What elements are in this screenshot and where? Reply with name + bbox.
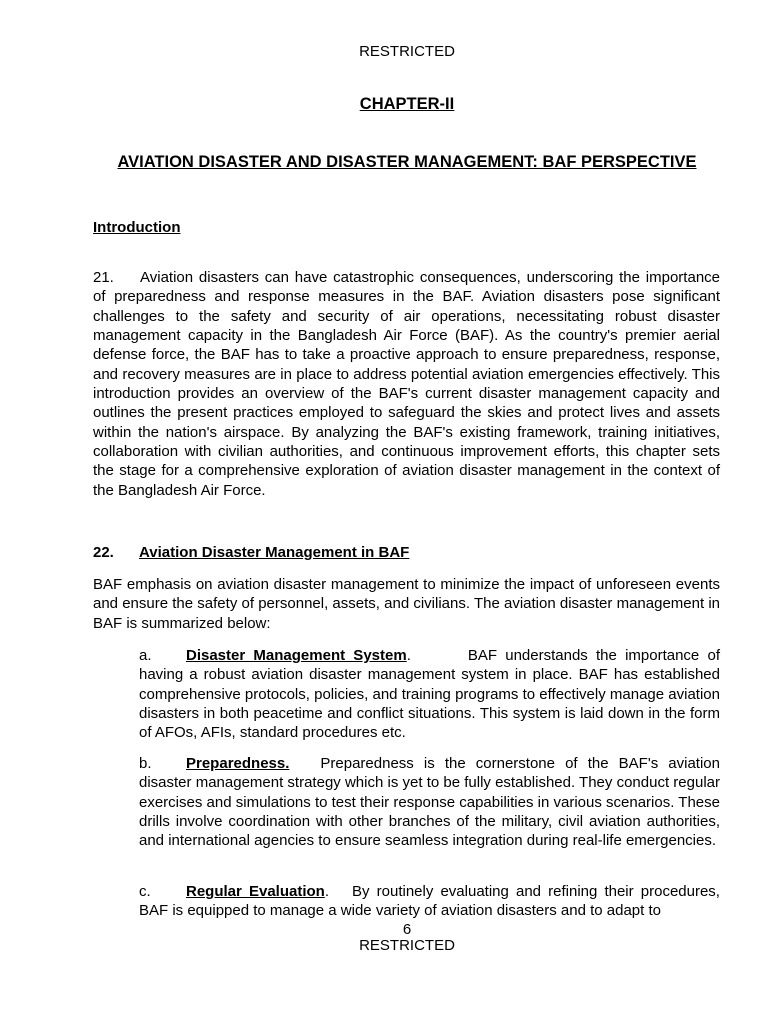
paragraph-number: 21.: [93, 269, 114, 286]
security-marking-bottom: RESTRICTED: [359, 937, 455, 954]
paragraph-21: [93, 268, 720, 500]
subparagraph-c: [139, 882, 720, 921]
subparagraph-title: Regular Evaluation: [186, 883, 325, 900]
subparagraph-title-suffix: .: [324, 883, 329, 900]
section-title: Aviation Disaster Management in BAF: [139, 544, 410, 561]
subparagraph-letter: c.: [139, 883, 151, 900]
subparagraph-letter: b.: [139, 755, 152, 772]
subparagraph-title-suffix: .: [406, 647, 411, 664]
chapter-title: AVIATION DISASTER AND DISASTER MANAGEMENT: BAF PERSPECTIVE: [117, 153, 697, 171]
subparagraph-title: Disaster Management System: [186, 647, 407, 664]
chapter-number: [0, 95, 768, 114]
chapter-label: CHAPTER-II: [359, 95, 455, 113]
subparagraph-b: [139, 754, 720, 851]
introduction-heading: Introduction: [93, 219, 181, 236]
section-number: 22.: [93, 544, 114, 561]
subparagraph-a: [139, 646, 720, 743]
subparagraph-title: Preparedness.: [186, 755, 290, 772]
section-22-intro: BAF emphasis on aviation disaster management to minimize the impact of unforeseen events and ensure the safety of personnel, assets, and civilians. The aviation disaster management in BAF is summarized below:: [93, 576, 720, 632]
subparagraph-text: Preparedness is the cornerstone of the BAF's aviation disaster management strategy which is yet to be fully established. They conduct regular exercises and simulations to test their response capabilities in various scenarios. These drills involve coordination with other branches of the military, civil aviation authorities, and international agencies to ensure seamless integration during real-life emergencies.: [139, 755, 720, 850]
subparagraph-text: By routinely evaluating and refining their procedures, BAF is equipped to manage a wide variety of aviation disasters and to adapt to: [139, 883, 720, 920]
subparagraph-text: BAF understands the importance of having a robust aviation disaster management system in place. BAF has established comprehensive protocols, policies, and training programs to effectively manage aviation disasters in both peacetime and conflict situations. This system is laid down in the form of AFOs, AFIs, standard procedures etc.: [139, 647, 721, 742]
subparagraph-letter: a.: [139, 647, 152, 664]
page-number: 6: [402, 921, 412, 938]
section-22-heading: [93, 544, 409, 561]
paragraph-text: Aviation disasters can have catastrophic consequences, underscoring the importance of preparedness and response measures in the BAF. Aviation disasters pose significant challenges to the safety and security of air operations, necessitating robust disaster management capacity in the Bangladesh Air Force (BAF). As the country's premier aerial defense force, the BAF has to take a proactive approach to ensure preparedness, response, and recovery measures are in place to address potential aviation emergencies effectively. This introduction provides an overview of the BAF's current disaster management capacity and outlines the present practices employed to safeguard the skies and protect lives and assets within the nation's airspace. By analyzing the BAF's existing framework, training initiatives, collaboration with civilian authorities, and continuous improvement efforts, this chapter sets the stage for a comprehensive exploration of aviation disaster management in the context of the Bangladesh Air Force.: [93, 269, 720, 499]
security-marking-top: RESTRICTED: [359, 43, 455, 60]
